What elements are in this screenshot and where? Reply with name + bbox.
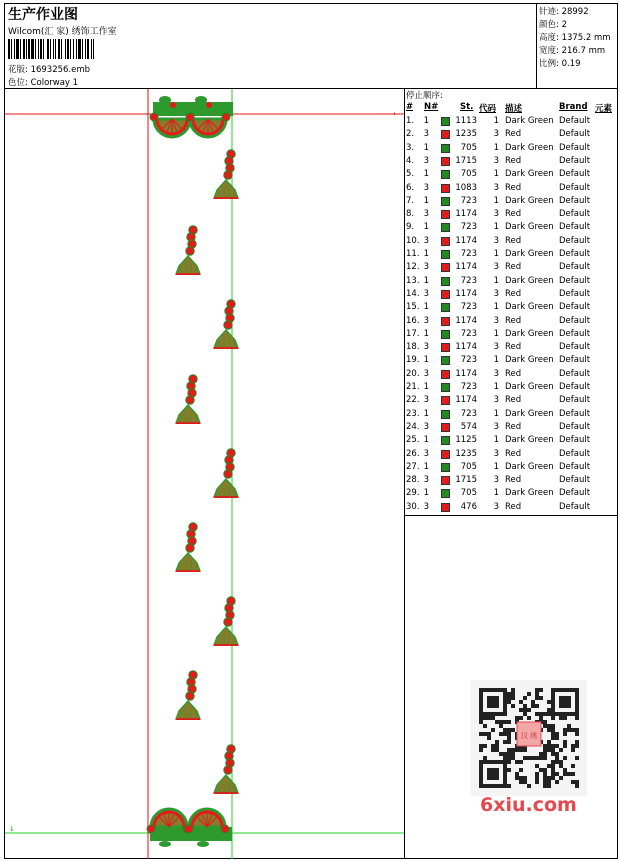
tassel-motif [214,300,238,348]
color-swatch [441,317,450,326]
row-number: 28. [406,475,420,486]
row-needle: 3 [423,315,429,326]
row-description: Red [505,475,522,486]
row-code: 1 [493,249,499,259]
row-stitches: 723 [460,355,477,366]
row-number: 20. [406,368,420,379]
row-stitches: 723 [460,382,477,392]
row-description: Dark Green [505,328,554,339]
row-description: Dark Green [505,461,554,472]
row-stitches: 1174 [455,209,477,220]
stat-stitches-value: 28992 [561,7,589,17]
table-row [405,222,617,235]
row-brand: Default [559,315,591,326]
colorway [8,76,78,88]
tassel-motif [176,375,200,423]
row-brand: Default [559,355,591,366]
row-description: Dark Green [505,275,554,286]
row-code: 1 [493,116,499,126]
row-needle: 1 [423,275,429,286]
row-needle: 1 [423,355,429,366]
row-description: Dark Green [505,249,554,259]
stat-width-label: 宽度: [539,46,559,56]
row-stitches: 476 [460,501,477,512]
row-description: Dark Green [505,222,554,233]
row-brand: Default [559,328,591,339]
col-element: 元素 [595,104,613,114]
tassel-motif [214,449,238,497]
row-number: 9. [406,222,415,233]
row-number: 10. [406,235,420,246]
row-stitches: 1174 [455,235,477,246]
table-row [405,116,617,129]
row-stitches: 723 [460,302,477,313]
color-swatch [441,370,450,379]
row-description: Dark Green [505,195,554,206]
color-swatch [441,396,450,405]
row-brand: Default [559,155,591,166]
row-stitches: 1715 [455,155,477,166]
col-needle: N# [424,102,439,112]
row-brand: Default [559,209,591,220]
row-stitches: 723 [460,328,477,339]
row-needle: 1 [423,195,429,206]
design-stats [537,4,617,74]
design-label: 花版: [8,65,28,75]
row-brand: Default [559,488,591,499]
color-swatch [441,237,450,246]
row-stitches: 574 [460,421,477,432]
row-code: 3 [493,421,499,432]
row-number: 7. [406,195,415,206]
row-number: 29. [406,488,420,499]
row-needle: 3 [423,448,429,459]
row-code: 3 [493,288,499,299]
row-needle: 3 [423,262,429,273]
row-description: Red [505,182,522,193]
row-number: 27. [406,461,420,472]
color-swatch [441,130,450,139]
color-swatch [441,223,450,232]
row-stitches: 1083 [455,182,477,193]
row-stitches: 723 [460,249,477,259]
row-code: 1 [493,488,499,499]
table-row [405,369,617,382]
table-row [405,196,617,209]
row-code: 1 [493,408,499,419]
svg-text:↓: ↓ [9,825,15,833]
row-brand: Default [559,288,591,299]
row-number: 12. [406,262,420,273]
tassel-motif [214,745,238,793]
row-stitches: 1174 [455,262,477,273]
row-stitches: 723 [460,195,477,206]
color-swatch [441,250,450,259]
row-needle: 1 [423,249,429,259]
row-code: 3 [493,129,499,140]
color-swatch [441,436,450,445]
row-brand: Default [559,275,591,286]
color-swatch [441,277,450,286]
row-number: 23. [406,408,420,419]
table-row [405,143,617,156]
row-code: 3 [493,315,499,326]
row-stitches: 1174 [455,368,477,379]
row-number: 8. [406,209,415,220]
row-stitches: 723 [460,408,477,419]
col-brand: Brand [559,102,588,112]
row-brand: Default [559,142,591,153]
color-swatch [441,263,450,272]
table-row [405,355,617,368]
row-code: 3 [493,475,499,486]
row-needle: 3 [423,182,429,193]
row-description: Dark Green [505,116,554,126]
row-code: 1 [493,275,499,286]
row-description: Red [505,342,522,353]
row-code: 1 [493,195,499,206]
row-needle: 3 [423,342,429,353]
row-needle: 1 [423,435,429,446]
row-number: 1. [406,116,415,126]
row-brand: Default [559,169,591,180]
row-description: Dark Green [505,435,554,446]
color-swatch [441,503,450,512]
color-swatch [441,170,450,179]
row-code: 3 [493,209,499,220]
row-description: Red [505,421,522,432]
table-row [405,435,617,448]
row-number: 4. [406,155,415,166]
row-description: Red [505,209,522,220]
studio-name: Wilcom(汇 家) 绣饰工作室 [8,27,117,37]
color-swatch [441,290,450,299]
color-swatch [441,330,450,339]
top-border-motif [150,96,233,137]
qr-badge-text: 汉 绣 [520,732,538,740]
table-row [405,409,617,422]
row-description: Red [505,315,522,326]
row-description: Red [505,368,522,379]
row-brand: Default [559,448,591,459]
row-code: 1 [493,382,499,392]
row-description: Red [505,235,522,246]
header-left [5,4,537,88]
stat-colors [539,18,567,30]
row-needle: 1 [423,222,429,233]
stat-scale-label: 比例: [539,59,559,69]
row-code: 3 [493,235,499,246]
row-stitches: 1113 [455,116,477,126]
row-brand: Default [559,435,591,446]
color-swatch [441,356,450,365]
col-stitches: St. [460,102,474,112]
tassel-motif [176,671,200,719]
row-needle: 1 [423,382,429,392]
table-row [405,276,617,289]
row-number: 5. [406,169,415,180]
row-description: Dark Green [505,302,554,313]
table-row [405,475,617,488]
row-stitches: 1125 [455,435,477,446]
design-file [8,63,90,75]
row-stitches: 1174 [455,342,477,353]
row-code: 1 [493,435,499,446]
row-number: 19. [406,355,420,366]
row-needle: 1 [423,328,429,339]
color-swatch [441,463,450,472]
color-swatch [441,423,450,432]
row-description: Red [505,288,522,299]
row-needle: 1 [423,302,429,313]
row-code: 1 [493,169,499,180]
table-row [405,183,617,196]
row-number: 11. [406,249,420,259]
table-row [405,262,617,275]
embroidery-preview [5,89,405,859]
table-row [405,395,617,408]
row-needle: 1 [423,142,429,153]
row-brand: Default [559,461,591,472]
stat-width-value: 216.7 mm [561,46,606,56]
row-needle: 1 [423,169,429,180]
row-description: Red [505,501,522,512]
row-brand: Default [559,262,591,273]
row-number: 13. [406,275,420,286]
table-row [405,462,617,475]
row-stitches: 723 [460,222,477,233]
watermark-text: 6xiu.com [480,794,577,816]
stat-height-label: 高度: [539,33,559,43]
tassel-motif [176,226,200,274]
stop-sequence-title: 停止顺序: [406,91,443,101]
row-brand: Default [559,249,591,259]
tassel-motif [214,150,238,198]
row-number: 3. [406,142,415,153]
row-code: 1 [493,355,499,366]
color-swatch [441,410,450,419]
row-code: 3 [493,501,499,512]
row-stitches: 1715 [455,475,477,486]
table-row [405,488,617,501]
color-swatch [441,489,450,498]
row-description: Dark Green [505,382,554,392]
table-row [405,129,617,142]
color-swatch [441,383,450,392]
color-swatch [441,450,450,459]
table-row [405,302,617,315]
row-number: 30. [406,501,420,512]
table-row [405,209,617,222]
row-stitches: 723 [460,275,477,286]
row-number: 26. [406,448,420,459]
row-stitches: 1174 [455,315,477,326]
row-stitches: 705 [460,488,477,499]
row-needle: 3 [423,235,429,246]
row-needle: 1 [423,408,429,419]
row-brand: Default [559,235,591,246]
row-brand: Default [559,129,591,140]
row-brand: Default [559,116,591,126]
row-code: 3 [493,368,499,379]
row-needle: 3 [423,395,429,406]
stat-width [539,44,605,56]
row-code: 3 [493,155,499,166]
row-code: 1 [493,328,499,339]
row-description: Red [505,395,522,406]
row-number: 6. [406,182,415,193]
row-code: 1 [493,302,499,313]
row-description: Red [505,155,522,166]
row-brand: Default [559,475,591,486]
table-row [405,316,617,329]
row-needle: 3 [423,501,429,512]
row-number: 16. [406,315,420,326]
col-code: 代码 [479,104,497,114]
table-row [405,289,617,302]
stat-scale-value: 0.19 [561,59,581,69]
row-description: Dark Green [505,169,554,180]
row-brand: Default [559,421,591,432]
row-needle: 1 [423,488,429,499]
colorway-value: Colorway 1 [30,78,79,88]
row-needle: 3 [423,155,429,166]
tassel-motif [214,597,238,645]
row-code: 3 [493,262,499,273]
row-stitches: 1235 [455,129,477,140]
stat-colors-label: 颜色: [539,20,559,30]
row-needle: 3 [423,288,429,299]
row-number: 17. [406,328,420,339]
row-number: 25. [406,435,420,446]
table-row [405,169,617,182]
row-brand: Default [559,382,591,392]
svg-text:←: ← [393,110,399,118]
stat-stitches [539,5,589,17]
row-brand: Default [559,368,591,379]
stop-sequence-table [405,89,617,516]
row-brand: Default [559,195,591,206]
row-brand: Default [559,222,591,233]
row-stitches: 705 [460,461,477,472]
col-description: 描述 [505,104,523,114]
row-code: 1 [493,142,499,153]
row-code: 1 [493,222,499,233]
row-brand: Default [559,302,591,313]
stat-colors-value: 2 [561,20,567,30]
table-row [405,449,617,462]
table-row [405,422,617,435]
bottom-border-motif [147,809,232,847]
stat-scale [539,57,581,69]
table-row [405,236,617,249]
row-number: 2. [406,129,415,140]
production-sheet [4,3,618,859]
row-description: Red [505,448,522,459]
row-needle: 1 [423,116,429,126]
row-needle: 1 [423,461,429,472]
row-code: 3 [493,395,499,406]
row-needle: 3 [423,368,429,379]
row-needle: 3 [423,209,429,220]
color-swatch [441,197,450,206]
row-stitches: 1174 [455,395,477,406]
row-number: 15. [406,302,420,313]
table-row [405,329,617,342]
table-row [405,156,617,169]
row-description: Red [505,129,522,140]
row-stitches: 705 [460,169,477,180]
row-number: 24. [406,421,420,432]
stat-stitches-label: 针迹: [539,7,559,17]
row-code: 3 [493,448,499,459]
row-brand: Default [559,182,591,193]
row-code: 1 [493,461,499,472]
stat-height-value: 1375.2 mm [561,33,611,43]
color-swatch [441,157,450,166]
color-swatch [441,343,450,352]
color-swatch [441,210,450,219]
design-preview [5,89,405,859]
row-description: Red [505,262,522,273]
barcode [8,39,143,59]
color-swatch [441,303,450,312]
row-description: Dark Green [505,408,554,419]
row-brand: Default [559,395,591,406]
row-code: 3 [493,182,499,193]
color-swatch [441,184,450,193]
row-needle: 3 [423,129,429,140]
row-description: Dark Green [505,142,554,153]
row-description: Dark Green [505,488,554,499]
row-needle: 3 [423,421,429,432]
tassel-motif [176,523,200,571]
color-swatch [441,117,450,126]
row-number: 21. [406,382,420,392]
table-row [405,249,617,262]
row-description: Dark Green [505,355,554,366]
row-number: 18. [406,342,420,353]
row-code: 3 [493,342,499,353]
row-number: 14. [406,288,420,299]
row-stitches: 705 [460,142,477,153]
table-row [405,382,617,395]
row-stitches: 1174 [455,288,477,299]
colorway-label: 色位: [8,78,28,88]
col-num: # [406,102,414,112]
row-number: 22. [406,395,420,406]
design-value: 1693256.emb [30,65,91,75]
page-title: 生产作业图 [8,7,78,23]
table-row [405,342,617,355]
row-needle: 3 [423,475,429,486]
row-brand: Default [559,501,591,512]
row-brand: Default [559,408,591,419]
table-row [405,502,617,515]
color-swatch [441,476,450,485]
stat-height [539,31,611,43]
row-stitches: 1235 [455,448,477,459]
row-brand: Default [559,342,591,353]
color-swatch [441,144,450,153]
